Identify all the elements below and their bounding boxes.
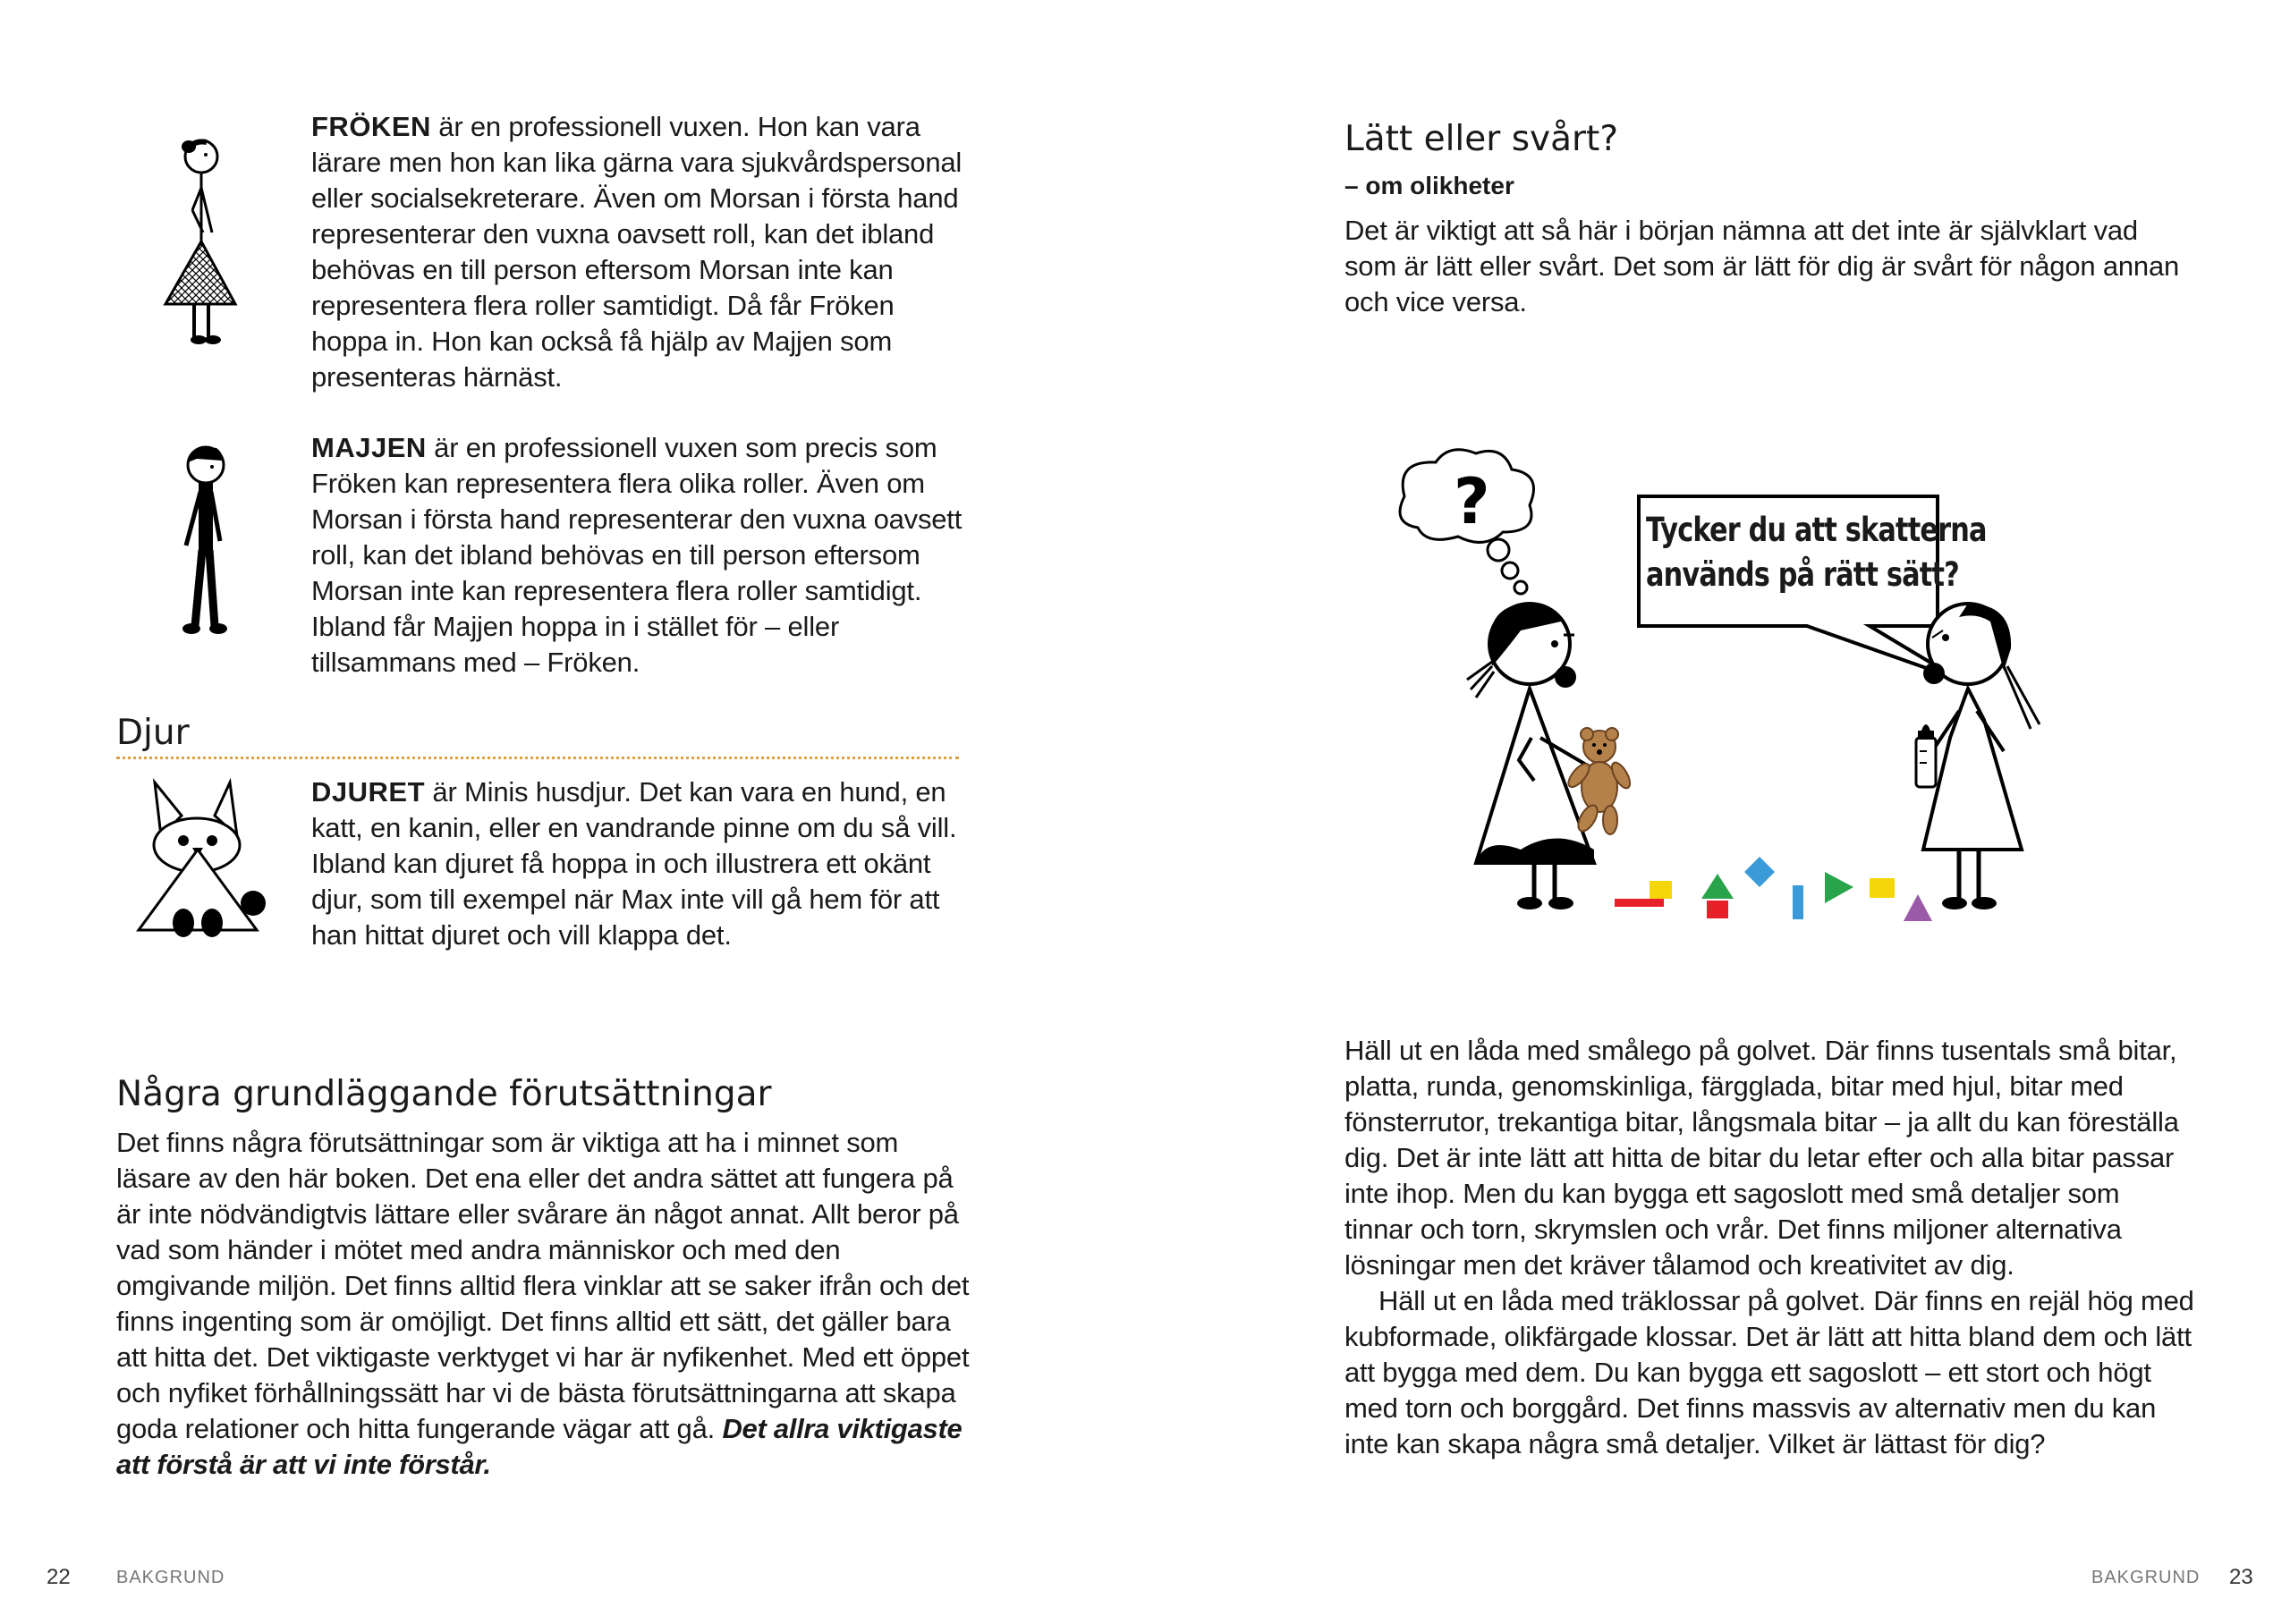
page-number-left: 22 <box>47 1565 71 1589</box>
section-text: Det finns några förutsättningar som är viktiga att ha i minnet som läsare av den här boken. Det ena eller det andra sättet att fungera på är inte nödvändigtvis lättare eller svårare än något annat. Allt beror på vad som händer i mötet med andra människor och med den omgivande miljön. Det finns alltid flera vinklar att se saker ifrån och det finns ingenting som är omöjligt. Det finns alltid ett sätt, det gäller bara att hitta det. Det viktigaste verktyget vi har är nyfikenhet. Med ett öppet och nyfiket förhållningssätt har vi de bästa förutsättningarna att skapa goda relationer och hitta fungerande vägar att gå. <box>116 1127 970 1444</box>
djuret-text: är Minis husdjur. Det kan vara en hund, en katt, en kanin, eller en vandrande pinne om du så vill. Ibland kan djuret få hoppa in och illustrera ett okänt djur, som till exempel när Max inte vill gå hem för att han hittat djuret och vill klappa det. <box>311 776 957 951</box>
speech-bubble-text <box>1646 508 1987 597</box>
froken-paragraph <box>311 109 964 395</box>
footer-left: BAKGRUND <box>116 1568 225 1587</box>
djuret-paragraph <box>311 774 964 953</box>
right-subheading: – om olikheter <box>1344 172 1514 199</box>
page-number-right: 23 <box>2229 1565 2253 1589</box>
djuret-figure-icon <box>130 778 273 943</box>
speech-bubble-line1: Tycker du att skatterna <box>1646 511 1987 549</box>
footer-right: BAKGRUND <box>2091 1568 2201 1587</box>
froken-figure-icon <box>157 134 246 353</box>
right-paragraphs <box>1344 1033 2194 1462</box>
right-para1: Häll ut en låda med smålego på golvet. Där finns tusentals små bitar, platta, runda, genomskinliga, färgglada, bitar med hjul, bitar med fönsterrutor, trekantiga bitar, långsmala bitar – ja allt du kan föreställa dig. Det är inte lätt att hitta de bitar du letar efter och alla bitar passar inte ihop. Men du kan bygga ett sagoslott med små detaljer som tinnar och torn, skrymslen och vrår. Det finns miljoner alternativa lösningar men det kräver tålamod och kreativitet av dig. <box>1344 1035 2179 1281</box>
right-intro: Det är viktigt att så här i början nämna att det inte är självklart vad som är lätt eller svårt. Det som är lätt för dig är svårt för någon annan och vice versa. <box>1344 215 2180 317</box>
right-heading: Lätt eller svårt? <box>1344 119 1619 159</box>
majjen-name: MAJJEN <box>311 432 427 463</box>
thought-question-mark: ? <box>1454 465 1490 538</box>
froken-name: FRÖKEN <box>311 111 431 142</box>
section-heading: Några grundläggande förutsättningar <box>116 1074 772 1114</box>
section-paragraph <box>116 1125 971 1483</box>
djur-heading: Djur <box>116 712 959 759</box>
majjen-text: är en professionell vuxen som precis som Fröken kan representera flera olika roller. Även om Morsan i första hand representerar den vuxna oavsett roll, kan det ibland behövas en till person eftersom Morsan inte kan representera flera roller samtidigt. Ibland får Majjen hoppa in i stället för – eller tillsammans med – Fröken. <box>311 432 963 678</box>
section-emphasis: Det allra viktigaste att förstå är att vi inte förstår. <box>116 1413 963 1480</box>
right-para2: Häll ut en låda med träklossar på golvet. Där finns en rejäl hög med kubformade, olikfärgade klossar. Det är lätt att hitta bland dem och lätt att bygga med dem. Du kan bygga ett sagoslott – ett stort och högt med torn och borggård. Det finns massvis av alternativ men du kan inte kan skapa några små detaljer. Vilket är lättast för dig? <box>1344 1285 2194 1459</box>
froken-text: är en professionell vuxen. Hon kan vara lärare men hon kan lika gärna vara sjukvårdspersonal eller socialsekreterare. Även om Morsan i första hand representerar den vuxna oavsett roll, kan det ibland behövas en till person eftersom Morsan inte kan representera flera roller samtidigt. Då får Fröken hoppa in. Hon kan också få hjälp av Majjen som presenteras härnäst. <box>311 111 963 393</box>
djuret-name: DJURET <box>311 776 426 808</box>
majjen-paragraph <box>311 430 964 681</box>
majjen-figure-icon <box>161 443 250 644</box>
speech-bubble-line2: används på rätt sätt? <box>1646 555 1959 594</box>
